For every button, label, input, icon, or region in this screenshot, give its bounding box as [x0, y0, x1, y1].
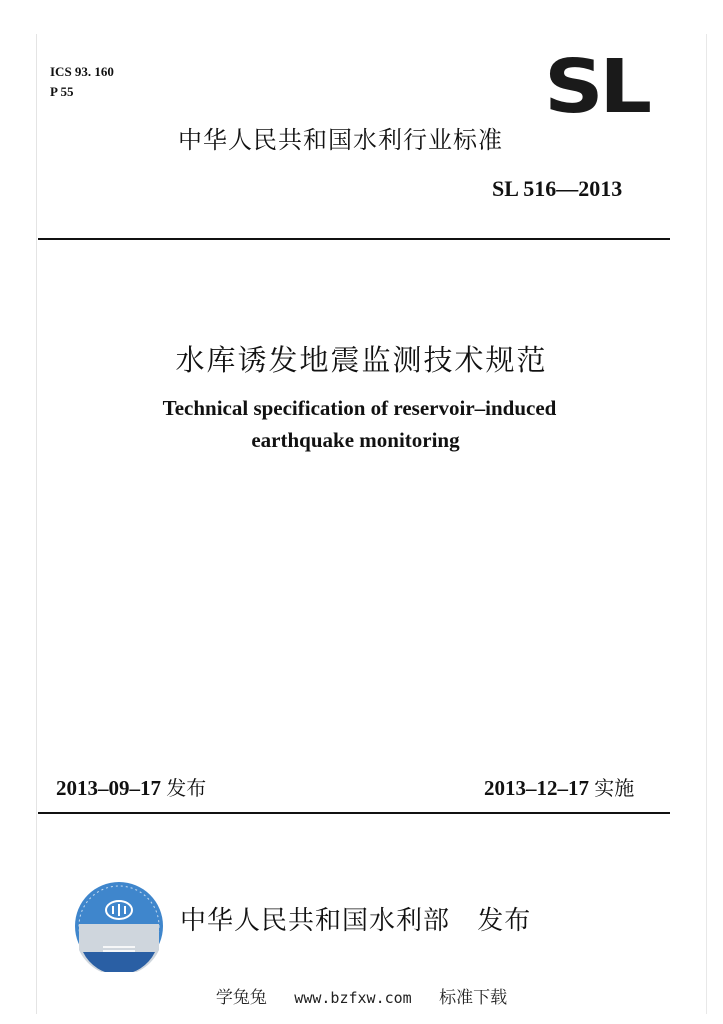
footer-watermark [0, 983, 723, 1008]
ics-code: ICS 93. 160 [50, 64, 114, 79]
publisher-name: 中华人民共和国水利部 [180, 906, 451, 936]
footer-slogan: 标准下载 [439, 988, 508, 1008]
implement-date-block [484, 772, 634, 801]
publisher-action: 发布 [477, 906, 532, 936]
industry-standard-title: 中华人民共和国水利行业标准 [178, 126, 503, 154]
issue-date: 2013–09–17 [56, 776, 161, 800]
footer-url[interactable]: www.bzfxw.com [294, 989, 412, 1007]
document-title-chinese: 水库诱发地震监测技术规范 [175, 343, 548, 377]
classification-codes [50, 62, 114, 102]
anti-counterfeit-seal-icon [73, 880, 165, 972]
implement-label: 实施 [594, 776, 635, 800]
page-edge-right [706, 34, 707, 1014]
implement-date: 2013–12–17 [484, 776, 589, 800]
standard-number: SL 516—2013 [492, 176, 623, 201]
ccs-code: P 55 [50, 84, 74, 99]
publisher-line [180, 900, 531, 937]
sl-logo: SL [544, 44, 648, 130]
bottom-divider [38, 812, 670, 814]
issue-date-block [56, 772, 206, 801]
issue-label: 发布 [166, 776, 207, 800]
footer-site-name: 学兔兔 [215, 988, 267, 1008]
document-title-english-line2: earthquake monitoring [251, 428, 460, 452]
page-edge-left [36, 34, 37, 1014]
document-title-english-line1: Technical specification of reservoir–induced [162, 396, 557, 420]
top-divider [38, 238, 670, 240]
